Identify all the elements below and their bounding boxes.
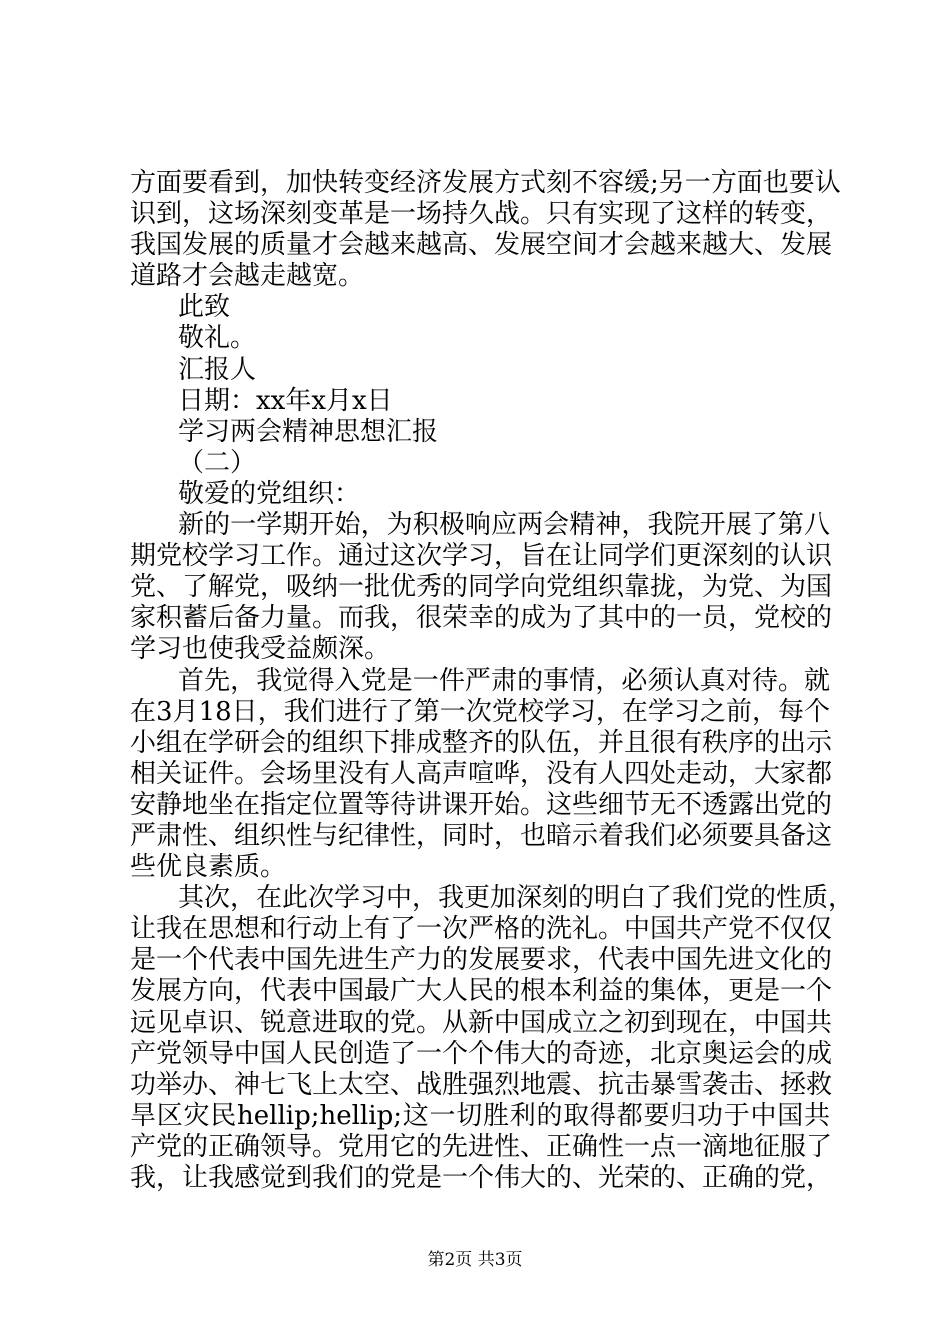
text-line: 严肃性、组织性与纪律性，同时，也暗示着我们必须要具备这	[130, 820, 833, 851]
text-line: 方面要看到，加快转变经济发展方式刻不容缓;另一方面也要认	[130, 168, 841, 198]
text-line: 识到，这场深刻变革是一场持久战。只有实现了这样的转变，	[130, 199, 833, 230]
text-line: 远见卓识、锐意进取的党。从新中国成立之初到现在，中国共	[130, 1007, 833, 1038]
text-line: 旱区灾民hellip;hellip;这一切胜利的取得都要归功于中国共	[130, 1100, 830, 1131]
text-line: 汇报人	[178, 354, 257, 385]
text-line: 其次，在此次学习中，我更加深刻的明白了我们党的性质，	[178, 883, 855, 914]
document-body	[130, 168, 855, 1194]
page-footer: 第2页 共3页	[427, 1250, 523, 1270]
text-line: 在3月18日，我们进行了第一次党校学习，在学习之前，每个	[130, 696, 830, 727]
text-line: 产党领导中国人民创造了一个个伟大的奇迹，北京奥运会的成	[130, 1038, 833, 1069]
text-line: 学习两会精神思想汇报	[178, 416, 439, 447]
text-line: 此致	[178, 292, 231, 323]
text-line: 我国发展的质量才会越来越高、发展空间才会越来越大、发展	[130, 230, 833, 261]
text-line: 些优良素质。	[130, 852, 287, 883]
text-line: 道路才会越走越宽。	[130, 261, 365, 292]
text-line: 功举办、神七飞上太空、战胜强烈地震、抗击暴雪袭击、拯救	[130, 1069, 833, 1100]
text-line: 产党的正确领导。党用它的先进性、正确性一点一滴地征服了	[130, 1131, 833, 1162]
text-line: 新的一学期开始，为积极响应两会精神，我院开展了第八	[178, 510, 830, 541]
text-line: 期党校学习工作。通过这次学习，旨在让同学们更深刻的认识	[130, 541, 833, 572]
text-line: 安静地坐在指定位置等待讲课开始。这些细节无不透露出党的	[130, 789, 833, 820]
text-line: 家积蓄后备力量。而我，很荣幸的成为了其中的一员，党校的	[130, 603, 833, 634]
text-line: 敬礼。	[178, 323, 257, 354]
text-line: 发展方向，代表中国最广大人民的根本利益的集体，更是一个	[130, 976, 833, 1007]
text-line: 我，让我感觉到我们的党是一个伟大的、光荣的、正确的党，	[130, 1163, 833, 1193]
text-line: 党、了解党，吸纳一批优秀的同学向党组织靠拢，为党、为国	[130, 572, 833, 603]
text-line: 让我在思想和行动上有了一次严格的洗礼。中国共产党不仅仅	[130, 914, 833, 945]
text-line: 学习也使我受益颇深。	[130, 634, 391, 665]
text-line: 相关证件。会场里没有人高声喧哗，没有人四处走动，大家都	[130, 758, 833, 789]
text-line: 首先，我觉得入党是一件严肃的事情，必须认真对待。就	[178, 665, 830, 696]
text-line: （二）	[178, 447, 257, 478]
text-line: 小组在学研会的组织下排成整齐的队伍，并且很有秩序的出示	[130, 727, 833, 758]
text-line: 是一个代表中国先进生产力的发展要求，代表中国先进文化的	[130, 945, 833, 976]
text-line: 日期：xx年x月x日	[178, 385, 393, 416]
text-line: 敬爱的党组织：	[178, 478, 361, 509]
